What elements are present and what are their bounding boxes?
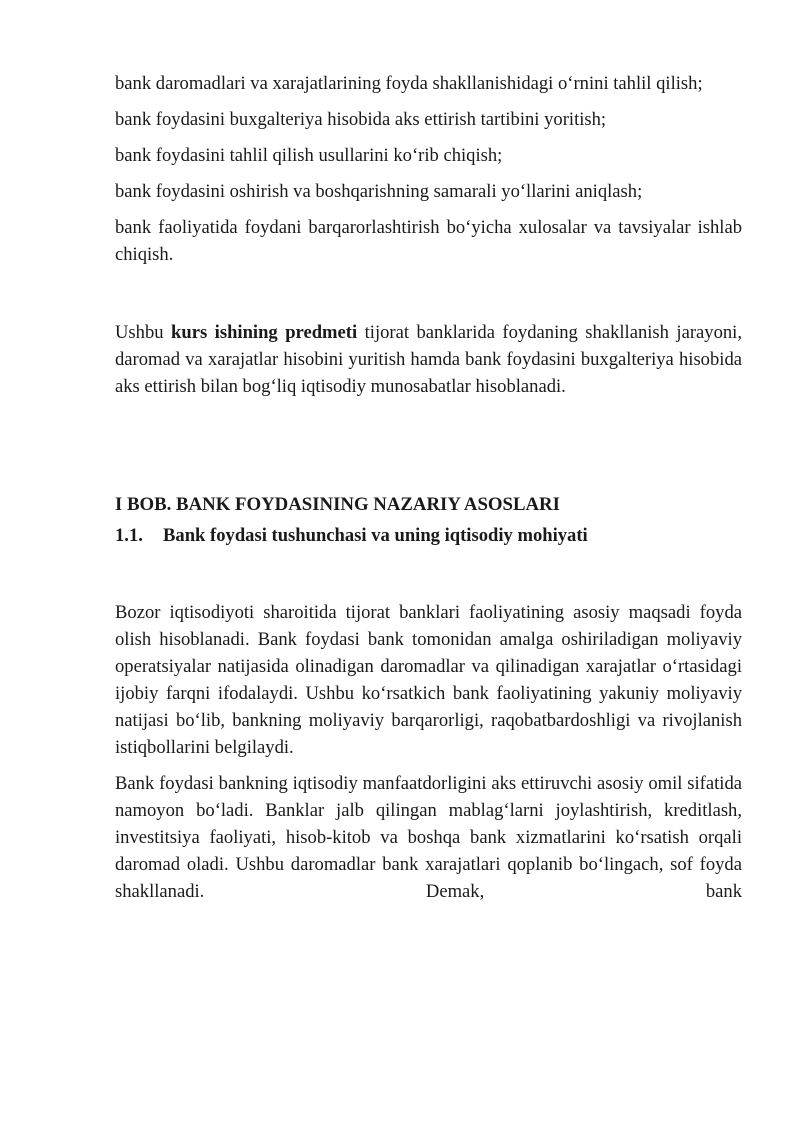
body-paragraph-2: Bank foydasi bankning iqtisodiy manfaatdorligini aks ettiruvchi asosiy omil sifatida namoyon bo‘ladi. Banklar jalb qilingan mablag‘larni joylashtirish, kreditlash, investitsiya faoliyati, hisob-kitob va boshqa bank xizmatlarini ko‘rsatish orqali daromad oladi. Ushbu daromadlar bank xarajatlari qoplanib bo‘lingach, sof foyda shakllanadi. Demak, bank bbox=[115, 773, 742, 902]
subject-paragraph-rest: tijorat banklarida foydaning shakllanish jarayoni, daromad va xarajatlar hisobini yuritish hamda bank foydasini buxgalteriya hisobida aks ettirish bilan bog‘liq iqtisodiy munosabatlar hisoblanadi. bbox=[115, 322, 742, 397]
section-number: 1.1. bbox=[115, 525, 143, 546]
section-title: Bank foydasi tushunchasi va uning iqtisodiy mohiyati bbox=[163, 525, 588, 546]
subject-paragraph-lead: Ushbu bbox=[115, 322, 172, 343]
subject-paragraph bbox=[115, 319, 742, 400]
body-paragraph-1: Bozor iqtisodiyoti sharoitida tijorat banklari faoliyatining asosiy maqsadi foyda olish hisoblanadi. Bank foydasi bank tomonidan amalga oshiriladigan moliyaviy operatsiyalar natijasida olinadigan daromadlar va qilinadigan xarajatlar o‘rtasidagi ijobiy farqni ifodalaydi. Ushbu ko‘rsatkich bank faoliyatining yakuniy moliyaviy natijasi bo‘lib, bankning moliyaviy barqarorligi, raqobatbardoshligi va rivojlanish istiqbollarini belgilaydi. bbox=[115, 602, 742, 758]
subject-paragraph-bold: kurs ishining predmeti bbox=[171, 322, 358, 343]
intro-list-item-1: bank daromadlari va xarajatlarining foyda shakllanishidagi o‘rnini tahlil qilish; bbox=[115, 73, 703, 94]
chapter-title: I BOB. BANK FOYDASINING NAZARIY ASOSLARI bbox=[115, 494, 560, 515]
document-page bbox=[115, 70, 742, 905]
intro-list-item-4: bank foydasini oshirish va boshqarishning samarali yo‘llarini aniqlash; bbox=[115, 181, 643, 202]
section-heading bbox=[115, 522, 742, 549]
intro-list-item-3: bank foydasini tahlil qilish usullarini ko‘rib chiqish; bbox=[115, 145, 503, 166]
intro-list-item-2: bank foydasini buxgalteriya hisobida aks ettirish tartibini yoritish; bbox=[115, 109, 607, 130]
intro-list-item-5: bank faoliyatida foydani barqarorlashtirish bo‘yicha xulosalar va tavsiyalar ishlab chiqish. bbox=[115, 217, 742, 265]
